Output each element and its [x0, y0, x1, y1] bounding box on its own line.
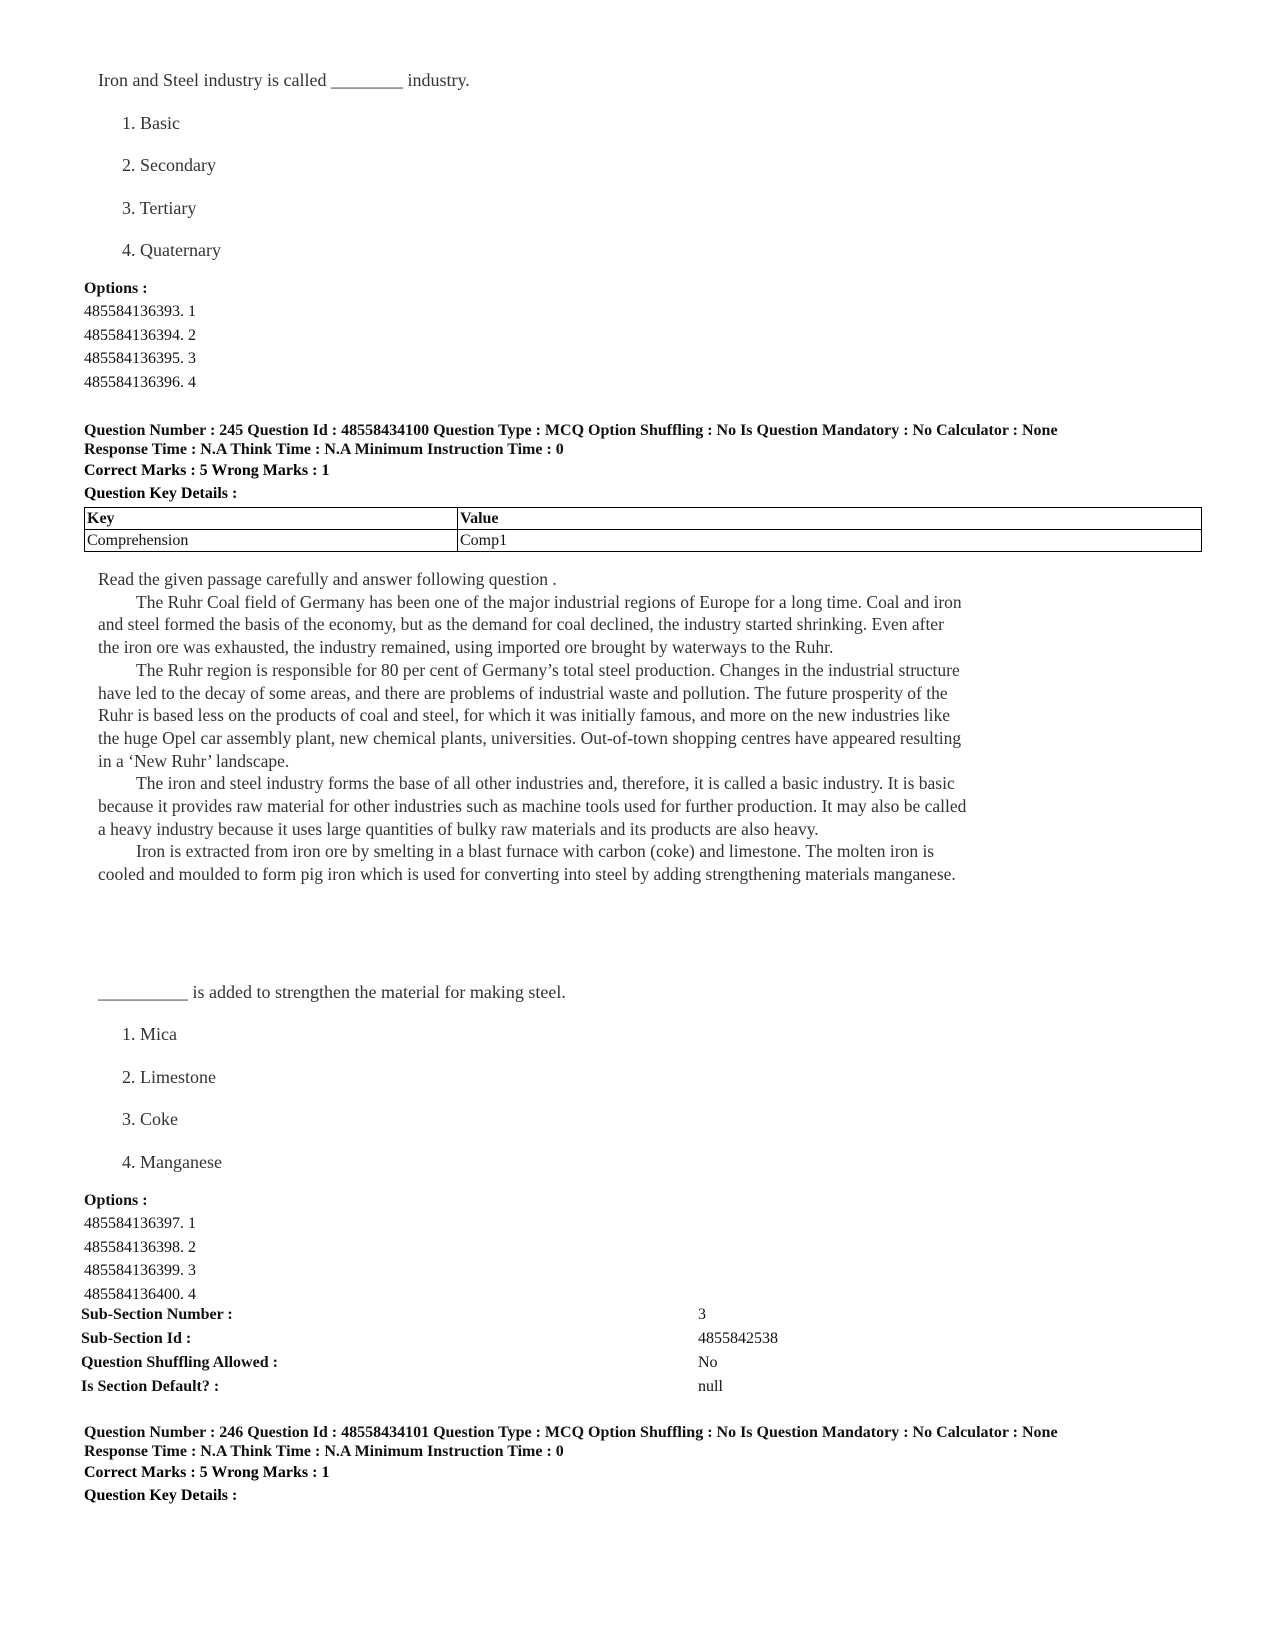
- options-label: Options :: [84, 1192, 148, 1209]
- passage-paragraph: The iron and steel industry forms the base of all other industries and, therefore, it is called a basic industry. It is basic because it provides raw material for other industries such as machine tools used for further production. It may also be called a heavy industry because it uses large quantities of bulky raw materials and its products are also heavy.: [98, 773, 967, 839]
- options-label: Options :: [84, 280, 148, 297]
- choice-244-1: 1. Basic: [122, 113, 180, 133]
- option-id: 485584136393. 1: [84, 303, 196, 320]
- subsection-key: Is Section Default? :: [81, 1378, 220, 1395]
- subsection-value: 3: [698, 1306, 706, 1323]
- key-details-label: Question Key Details :: [84, 1487, 238, 1504]
- choice-245-1: 1. Mica: [122, 1024, 177, 1044]
- column-header-key: Key: [85, 508, 458, 530]
- option-id: 485584136396. 4: [84, 373, 196, 391]
- table-header-row: [85, 508, 1202, 530]
- column-header-value: Value: [458, 508, 1202, 530]
- choice-244-3: 3. Tertiary: [122, 198, 197, 218]
- marks-line: Correct Marks : 5 Wrong Marks : 1: [84, 462, 330, 479]
- subsection-value: 4855842538: [698, 1330, 778, 1347]
- passage-intro: Read the given passage carefully and answer following question .: [98, 569, 557, 589]
- table-cell: Comprehension: [85, 530, 458, 552]
- option-id: 485584136399. 3: [84, 1262, 196, 1279]
- question-245-meta: [84, 421, 1058, 459]
- subsection-row: [81, 1351, 881, 1375]
- option-id: 485584136394. 2: [84, 326, 196, 344]
- option-id: 485584136398. 2: [84, 1238, 196, 1256]
- option-id: 485584136397. 1: [84, 1215, 196, 1232]
- option-id: 485584136400. 4: [84, 1285, 196, 1303]
- key-details-table: [84, 507, 1202, 552]
- subsection-details: [81, 1303, 881, 1399]
- passage-paragraph: The Ruhr Coal field of Germany has been one of the major industrial regions of Europe for a long time. Coal and iron and steel formed the basis of the economy, but as the demand for coal declined, the industry started shrinking. Even after the iron ore was exhausted, the industry remained, using imported ore brought by waterways to the Ruhr.: [98, 591, 962, 658]
- choice-244-2: 2. Secondary: [122, 155, 216, 175]
- table-row: [85, 530, 1202, 552]
- question-meta-line: Response Time : N.A Think Time : N.A Minimum Instruction Time : 0: [84, 1443, 564, 1460]
- key-details-label: Question Key Details :: [84, 485, 238, 502]
- comprehension-passage: [98, 568, 968, 886]
- question-246-meta: [84, 1423, 1058, 1461]
- subsection-key: Question Shuffling Allowed :: [81, 1354, 278, 1371]
- subsection-value: null: [698, 1378, 723, 1395]
- passage-paragraph: Iron is extracted from iron ore by smelting in a blast furnace with carbon (coke) and limestone. The molten iron is cooled and moulded to form pig iron which is used for converting into steel by adding strengthening materials manganese.: [98, 841, 956, 885]
- passage-paragraph: The Ruhr region is responsible for 80 per cent of Germany’s total steel production. Changes in the industrial structure have led to the decay of some areas, and there are problems of industrial waste and pollution. The future prosperity of the Ruhr is based less on the products of coal and steel, for which it was initially famous, and more on the new industries like the huge Opel car assembly plant, new chemical plants, universities. Out-of-town shopping centres have appeared resulting in a ‘New Ruhr’ landscape.: [98, 659, 962, 771]
- question-245-text: __________ is added to strengthen the material for making steel.: [98, 982, 566, 1002]
- choice-245-2: 2. Limestone: [122, 1067, 216, 1087]
- options-block-244: [84, 277, 196, 394]
- choice-245-3: 3. Coke: [122, 1109, 178, 1129]
- option-id: 485584136395. 3: [84, 350, 196, 367]
- options-block-245: [84, 1189, 196, 1306]
- subsection-row: [81, 1303, 881, 1327]
- table-cell: Comp1: [458, 530, 1202, 552]
- question-meta-line: Response Time : N.A Think Time : N.A Minimum Instruction Time : 0: [84, 441, 564, 458]
- choice-244-4: 4. Quaternary: [122, 240, 221, 260]
- subsection-key: Sub-Section Id :: [81, 1330, 192, 1347]
- subsection-value: No: [698, 1354, 718, 1371]
- question-meta-line: Question Number : 245 Question Id : 48558434100 Question Type : MCQ Option Shuffling : No Is Question Mandatory : No Calculator : None: [84, 422, 1058, 439]
- question-meta-line: Question Number : 246 Question Id : 48558434101 Question Type : MCQ Option Shuffling : No Is Question Mandatory : No Calculator : None: [84, 1424, 1058, 1441]
- subsection-key: Sub-Section Number :: [81, 1306, 233, 1323]
- subsection-row: [81, 1327, 881, 1351]
- marks-line: Correct Marks : 5 Wrong Marks : 1: [84, 1464, 330, 1481]
- question-244-text: Iron and Steel industry is called ________ industry.: [98, 70, 470, 90]
- choice-245-4: 4. Manganese: [122, 1152, 222, 1172]
- subsection-row: [81, 1375, 881, 1399]
